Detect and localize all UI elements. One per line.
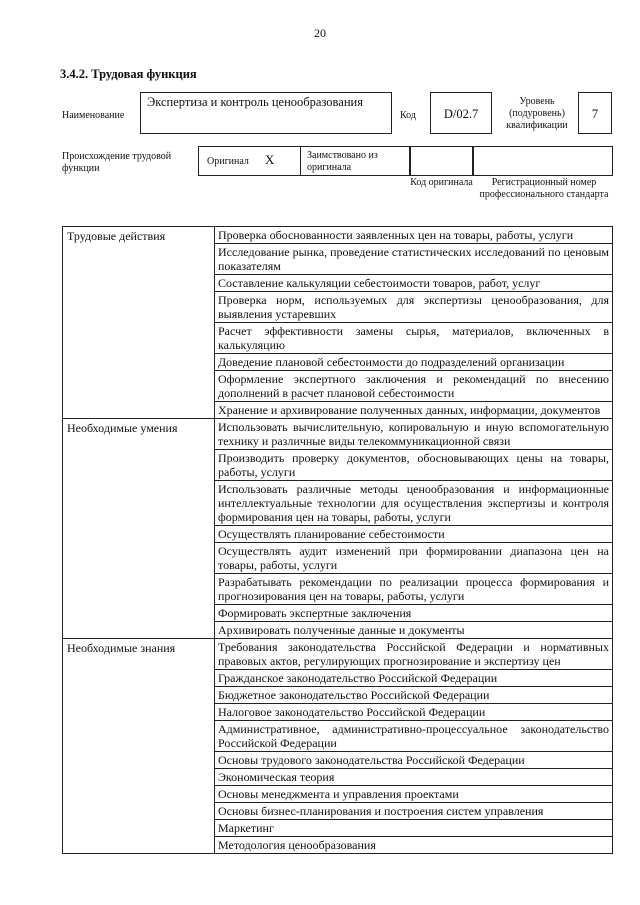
list-item: Оформление экспертного заключения и рекомендаций по внесению дополнений в расчет плановой себестоимости xyxy=(215,371,612,402)
qualification-level-value: 7 xyxy=(578,92,612,134)
qualification-level-label: Уровень (подуровень) квалификации xyxy=(506,96,568,131)
list-item: Проверка норм, используемых для экспертизы ценообразования, для выявления устаревших xyxy=(215,292,612,323)
list-item: Доведение плановой себестоимости до подразделений организации xyxy=(215,354,612,371)
list-item: Бюджетное законодательство Российской Федерации xyxy=(215,687,612,704)
original-cell xyxy=(198,146,301,176)
section-items xyxy=(215,227,613,419)
list-item: Методология ценообразования xyxy=(218,838,376,852)
list-item: Основы менеджмента и управления проектами xyxy=(215,786,612,803)
original-code-cell xyxy=(410,146,473,176)
list-item: Осуществлять планирование себестоимости xyxy=(215,526,612,543)
section-row xyxy=(63,227,613,419)
page-number: 20 xyxy=(314,26,326,40)
list-item: Использовать различные методы ценообразования и информационные интеллектуальные технологии для осуществления экспертизы и контроля формирования цен на товары, работы, услуги xyxy=(215,481,612,526)
list-item: Административное, административно-процессуальное законодательство Российской Федерации xyxy=(215,721,612,752)
section-items xyxy=(215,639,613,854)
list-item: Составление калькуляции себестоимости товаров, работ, услуг xyxy=(215,275,612,292)
original-label: Оригинал xyxy=(207,156,249,167)
list-item: Маркетинг xyxy=(215,820,612,837)
origin-label: Происхождение трудовой функции xyxy=(62,151,172,174)
list-item: Хранение и архивирование полученных данных, информации, документов xyxy=(218,403,601,417)
list-item: Производить проверку документов, обосновывающих цены на товары, работы, услуги xyxy=(215,450,612,481)
section-label: Трудовые действия xyxy=(63,227,215,419)
section-label: Необходимые знания xyxy=(63,639,215,854)
name-label: Наименование xyxy=(62,110,125,121)
section-row xyxy=(63,419,613,639)
list-item: Гражданское законодательство Российской Федерации xyxy=(215,670,612,687)
list-item: Экономическая теория xyxy=(215,769,612,786)
section-title: 3.4.2. Трудовая функция xyxy=(60,67,197,81)
list-item: Разрабатывать рекомендации по реализации процесса формирования и прогнозирования цен на товары, работы, услуги xyxy=(215,574,612,605)
list-item: Расчет эффективности замены сырья, материалов, включенных в калькуляцию xyxy=(215,323,612,354)
list-item: Основы трудового законодательства Российской Федерации xyxy=(215,752,612,769)
original-code-caption: Код оригинала xyxy=(410,177,473,188)
borrowed-cell: Заимствовано из оригинала xyxy=(300,146,410,176)
list-item: Формировать экспертные заключения xyxy=(215,605,612,622)
list-item: Исследование рынка, проведение статистических исследований по ценовым показателям xyxy=(215,244,612,275)
section-row xyxy=(63,639,613,854)
function-details-table xyxy=(62,226,613,854)
list-item: Налоговое законодательство Российской Федерации xyxy=(215,704,612,721)
list-item: Использовать вычислительную, копировальную и иную вспомогательную технику и различные виды телекоммуникационной связи xyxy=(215,419,612,450)
list-item: Осуществлять аудит изменений при формировании диапазона цен на товары, работы, услуги xyxy=(215,543,612,574)
list-item: Архивировать полученные данные и документы xyxy=(218,623,465,637)
list-item: Требования законодательства Российской Федерации и нормативных правовых актов, регулирующих прогнозирование и экспертизу цен xyxy=(215,639,612,670)
original-mark: X xyxy=(265,152,275,167)
registration-number-cell xyxy=(473,146,613,176)
function-code-value: D/02.7 xyxy=(430,92,492,134)
list-item: Основы бизнес-планирования и построения систем управления xyxy=(215,803,612,820)
list-item: Проверка обоснованности заявленных цен на товары, работы, услуги xyxy=(215,227,612,244)
section-label: Необходимые умения xyxy=(63,419,215,639)
code-label: Код xyxy=(400,110,416,121)
function-name-value: Экспертиза и контроль ценообразования xyxy=(140,92,392,134)
registration-number-caption: Регистрационный номер профессионального стандарта xyxy=(479,177,609,200)
section-items xyxy=(215,419,613,639)
